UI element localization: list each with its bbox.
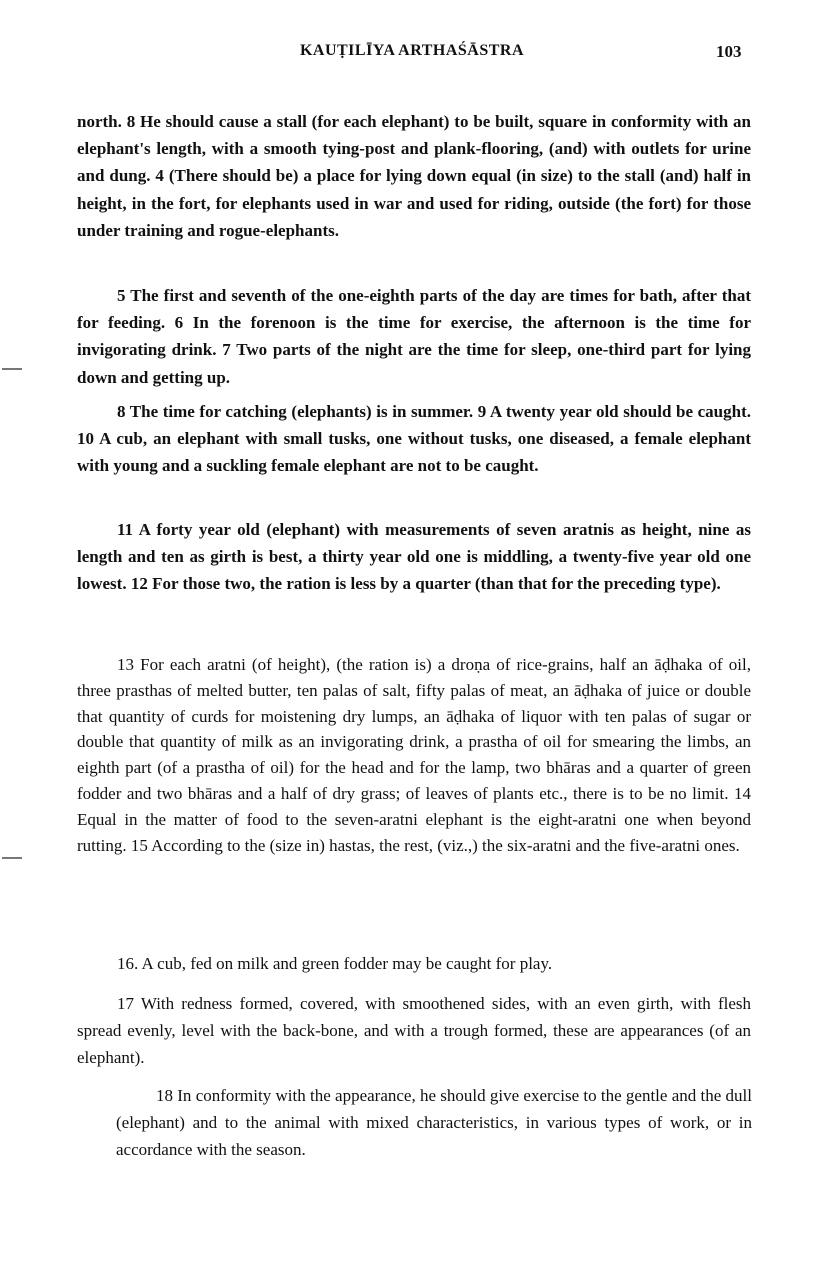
running-header-title: KAUṬILĪYA ARTHAŚĀSTRA (299, 42, 525, 59)
paragraph-8: 18 In conformity with the appearance, he should give exercise to the gentle and the dull (elephant) and to the animal with mixed characteristics, in various types of work, or in accordance with the season. (116, 1086, 752, 1160)
paragraph-6: 16. A cub, fed on milk and green fodder may be caught for play. (117, 954, 553, 973)
paragraph-7: 17 With redness formed, covered, with smoothened sides, with an even girth, with flesh spread evenly, level with the back-bone, and with a trough formed, these are appearances (of an elephant). (77, 994, 751, 1068)
page-number: 103 (716, 42, 742, 61)
paragraph-4: 11 A forty year old (elephant) with measurements of seven aratnis as height, nine as length and ten as girth is best, a thirty year old one is middling, a twenty-five year old one lowest. 12 For those two, the ration is less by a quarter (than that for the preceding type). (77, 520, 751, 594)
margin-mark (2, 368, 22, 370)
margin-mark (2, 857, 22, 859)
paragraph-3: 8 The time for catching (elephants) is in summer. 9 A twenty year old should be caught. 10 A cub, an elephant with small tusks, one without tusks, one diseased, a female elephant with young and a suckling female elephant are not to be caught. (77, 402, 751, 476)
paragraph-1: north. 8 He should cause a stall (for each elephant) to be built, square in conformity with an elephant's length, with a smooth tying-post and plank-flooring, (and) with outlets for urine and dung. 4 (There should be) a place for lying down equal (in size) to the stall (and) half in height, in the fort, for elephants used in war and used for riding, outside (the fort) for those under training and rogue-elephants. (77, 112, 751, 240)
paragraph-5: 13 For each aratni (of height), (the ration is) a droṇa of rice-grains, half an āḍhaka of oil, three prasthas of melted butter, ten palas of salt, fifty palas of meat, an āḍhaka of juice or double that quantity of curds for moistening dry lumps, an āḍhaka of liquor with ten palas of sugar or double that quantity of milk as an invigorating drink, a prastha of oil for smearing the limbs, an eighth part (of a prastha of oil) for the head and for the lamp, two bhāras and a quarter of green fodder and two bhāras and a half of dry grass; of leaves of plants etc., there is to be no limit. 14 Equal in the matter of food to the seven-aratni elephant is the eight-aratni one when beyond rutting. 15 According to the (size in) hastas, the rest, (viz.,) the six-aratni and the five-aratni ones. (77, 655, 751, 855)
paragraph-2: 5 The first and seventh of the one-eighth parts of the day are times for bath, after that for feeding. 6 In the forenoon is the time for exercise, the afternoon is the time for invigorating drink. 7 Two parts of the night are the time for sleep, one-third part for lying down and getting up. (77, 286, 751, 387)
